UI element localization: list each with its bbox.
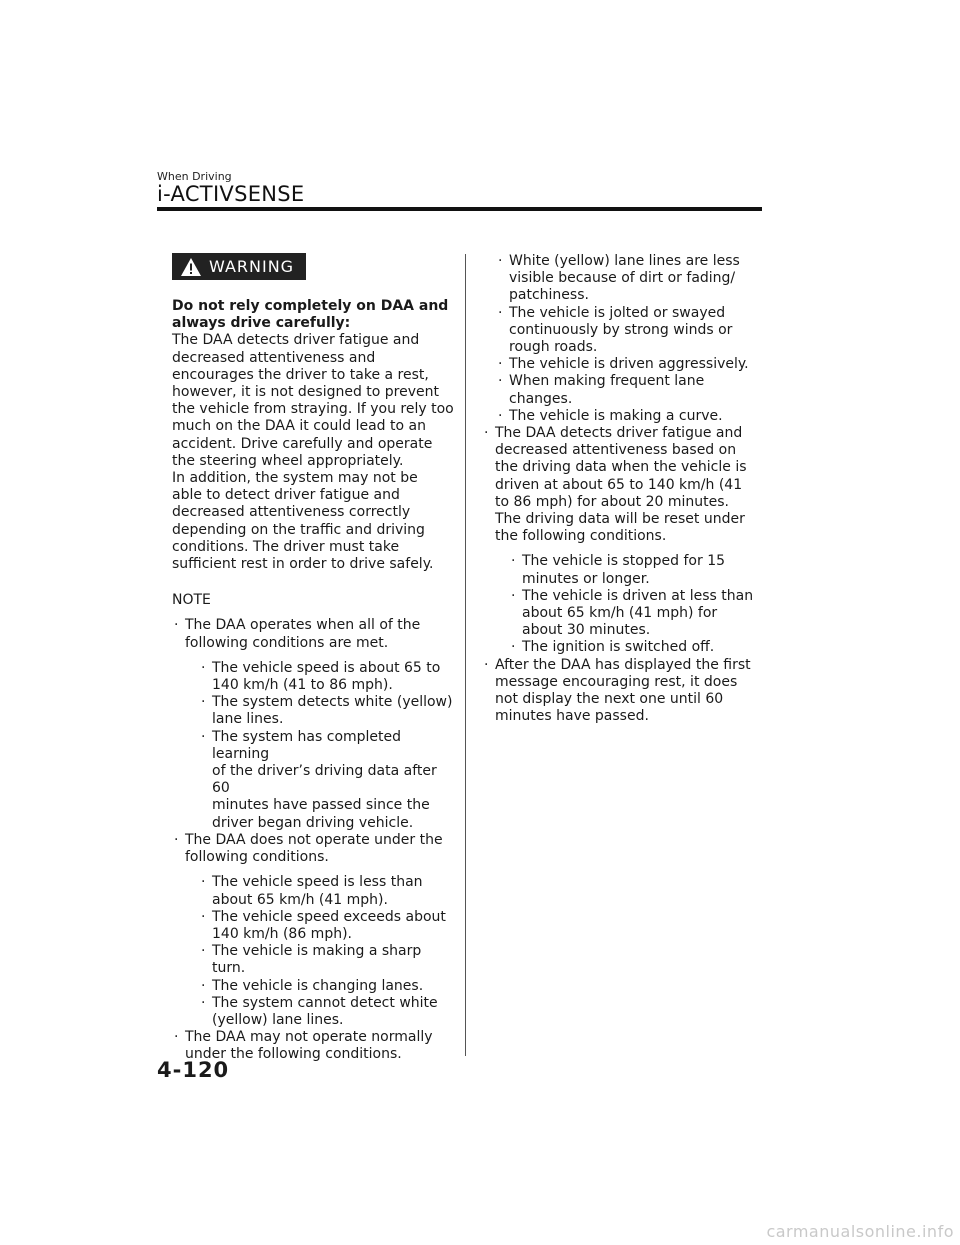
text-line: 140 km/h (86 mph). bbox=[212, 925, 352, 942]
text-line: about 65 km/h (41 mph) for bbox=[522, 605, 718, 622]
text-line: · The vehicle is making a curve. bbox=[509, 407, 723, 424]
list-item bbox=[199, 978, 456, 995]
text-line: accident. Drive carefully and operate bbox=[172, 435, 433, 452]
text-line: · The vehicle speed exceeds about bbox=[212, 908, 446, 925]
text-line: about 30 minutes. bbox=[522, 622, 651, 639]
text-line: rough roads. bbox=[509, 339, 598, 356]
text-line: decreased attentiveness correctly bbox=[172, 504, 411, 521]
sub-list bbox=[185, 660, 456, 832]
list-item bbox=[509, 639, 767, 656]
text-line: conditions. The driver must take bbox=[172, 538, 400, 555]
list-item bbox=[199, 874, 456, 908]
text-line: not display the next one until 60 bbox=[495, 691, 724, 708]
text-line: able to detect driver fatigue and bbox=[172, 487, 400, 504]
text-line: · The vehicle is driven aggressively. bbox=[509, 356, 749, 373]
list-item bbox=[199, 943, 456, 977]
list-item bbox=[496, 305, 767, 357]
text-line: · White (yellow) lane lines are less bbox=[509, 253, 740, 269]
text-line: much on the DAA it could lead to an bbox=[172, 418, 426, 435]
chapter-title: i-ACTIVSENSE bbox=[157, 182, 305, 206]
text-line: · When making frequent lane bbox=[509, 373, 705, 390]
text-line: decreased attentiveness and bbox=[172, 349, 376, 366]
list-item bbox=[172, 617, 456, 831]
text-line: (yellow) lane lines. bbox=[212, 1011, 344, 1028]
text-line: about 65 km/h (41 mph). bbox=[212, 891, 388, 908]
text-line: driven at about 65 to 140 km/h (41 bbox=[495, 476, 743, 493]
text-line: continuously by strong winds or bbox=[509, 321, 733, 338]
text-line: the following conditions. bbox=[495, 528, 667, 545]
text-line: · The system has completed learning bbox=[212, 728, 402, 762]
list-item bbox=[496, 253, 767, 305]
text-line: · The DAA operates when all of the bbox=[185, 617, 421, 634]
text-line: · The vehicle is making a sharp turn. bbox=[212, 943, 422, 977]
note-list bbox=[172, 617, 456, 1063]
text-line: the steering wheel appropriately. bbox=[172, 452, 404, 469]
right-column bbox=[482, 253, 767, 725]
text-line: · The vehicle is driven at less than bbox=[522, 587, 754, 604]
section-label: When Driving bbox=[157, 170, 232, 183]
text-line: · The DAA does not operate under the bbox=[185, 831, 443, 848]
text-line: always drive carefully: bbox=[172, 315, 351, 332]
text-line: under the following conditions. bbox=[185, 1046, 402, 1063]
text-line: visible because of dirt or fading/ bbox=[509, 270, 736, 287]
text-line: following conditions. bbox=[185, 849, 329, 866]
text-line: · The vehicle is changing lanes. bbox=[212, 977, 424, 994]
text-line: · After the DAA has displayed the first bbox=[495, 656, 751, 673]
warning-title bbox=[172, 298, 456, 332]
list-item bbox=[482, 657, 767, 726]
text-line: lane lines. bbox=[212, 711, 284, 728]
sub-list bbox=[185, 874, 456, 1029]
list-item bbox=[199, 660, 456, 694]
watermark: carmanualsonline.info bbox=[766, 1222, 954, 1241]
text-line: minutes have passed since the bbox=[212, 797, 430, 814]
column-divider bbox=[465, 254, 466, 1056]
page-number: 4-120 bbox=[157, 1058, 230, 1082]
text-line: · The system cannot detect white bbox=[212, 994, 438, 1011]
sub-list bbox=[482, 253, 767, 425]
text-line: minutes have passed. bbox=[495, 708, 649, 725]
text-line: following conditions are met. bbox=[185, 634, 389, 651]
list-item bbox=[199, 995, 456, 1029]
text-line: minutes or longer. bbox=[522, 570, 650, 587]
text-line: driver began driving vehicle. bbox=[212, 814, 414, 831]
text-line: · The system detects white (yellow) bbox=[212, 694, 453, 711]
warning-label: WARNING bbox=[209, 256, 295, 276]
list-item bbox=[482, 425, 767, 657]
text-line: to 86 mph) for about 20 minutes. bbox=[495, 493, 730, 510]
text-line: the driving data when the vehicle is bbox=[495, 459, 747, 476]
list-item bbox=[172, 832, 456, 1029]
text-line: the vehicle from straying. If you rely too bbox=[172, 401, 454, 418]
text-line: · The DAA detects driver fatigue and bbox=[495, 425, 743, 442]
list-item bbox=[496, 373, 767, 407]
text-line: The DAA detects driver fatigue and bbox=[172, 332, 420, 349]
text-line: changes. bbox=[509, 390, 573, 407]
text-line: sufficient rest in order to drive safely. bbox=[172, 556, 434, 573]
warning-body bbox=[172, 332, 456, 573]
text-line: of the driver’s driving data after 60 bbox=[212, 763, 437, 797]
warning-icon bbox=[180, 257, 202, 277]
text-line: encourages the driver to take a rest, bbox=[172, 366, 429, 383]
text-line: · The ignition is switched off. bbox=[522, 639, 715, 656]
text-line: decreased attentiveness based on bbox=[495, 442, 737, 459]
text-line: Do not rely completely on DAA and bbox=[172, 298, 449, 314]
note-label: NOTE bbox=[172, 592, 211, 609]
list-item bbox=[199, 729, 456, 832]
text-line: · The vehicle is stopped for 15 bbox=[522, 553, 726, 570]
list-item bbox=[199, 909, 456, 943]
list-item bbox=[509, 588, 767, 640]
list-item bbox=[509, 553, 767, 587]
text-line: · The DAA may not operate normally bbox=[185, 1029, 433, 1046]
list-item bbox=[496, 408, 767, 425]
text-line: depending on the traffic and driving bbox=[172, 521, 425, 538]
text-line: The driving data will be reset under bbox=[495, 511, 745, 528]
text-line: message encouraging rest, it does bbox=[495, 673, 738, 690]
sub-list bbox=[495, 553, 767, 656]
text-line: 140 km/h (41 to 86 mph). bbox=[212, 677, 393, 694]
text-line: however, it is not designed to prevent bbox=[172, 384, 440, 401]
note-list bbox=[482, 425, 767, 725]
list-item bbox=[199, 694, 456, 728]
text-line: · The vehicle is jolted or swayed bbox=[509, 304, 726, 321]
warning-badge bbox=[172, 253, 306, 280]
left-column bbox=[172, 253, 456, 1064]
text-line: In addition, the system may not be bbox=[172, 470, 418, 487]
list-item bbox=[496, 356, 767, 373]
text-line: · The vehicle speed is about 65 to bbox=[212, 659, 441, 676]
text-line: patchiness. bbox=[509, 287, 589, 304]
text-line: · The vehicle speed is less than bbox=[212, 874, 423, 891]
header-rule bbox=[157, 207, 762, 211]
